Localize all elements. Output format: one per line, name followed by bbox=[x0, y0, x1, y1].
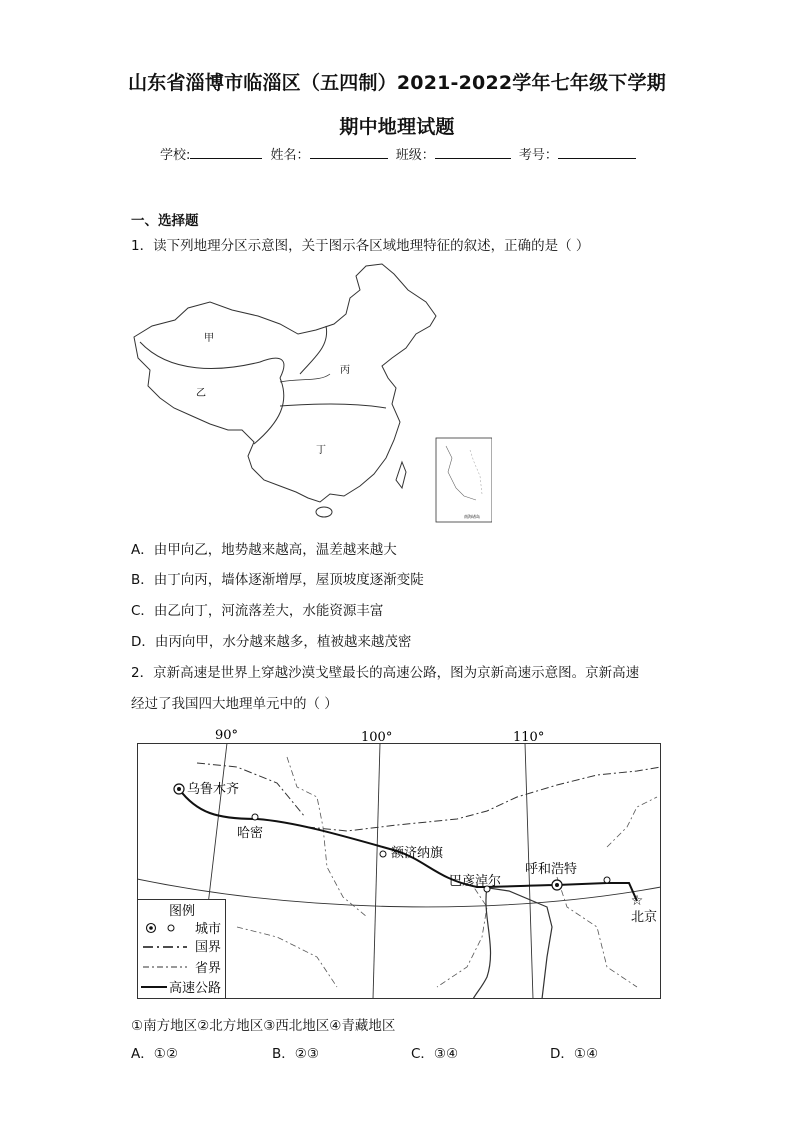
city-label-beijing: 北京 bbox=[631, 910, 658, 925]
q2-stem-line2: 经过了我国四大地理单元中的（ ） bbox=[131, 696, 338, 712]
section-heading: 一、选择题 bbox=[131, 213, 199, 229]
legend-province-border-label: 省界 bbox=[195, 961, 222, 976]
q2-regions: ①南方地区②北方地区③西北地区④青藏地区 bbox=[131, 1018, 396, 1034]
q2-choice-b: B．②③ bbox=[272, 1046, 319, 1062]
city-label-bayannur: 巴彦淖尔 bbox=[449, 874, 502, 889]
city-hami-marker bbox=[252, 814, 258, 820]
q2-choice-d: D．①④ bbox=[550, 1046, 599, 1062]
page-title-line2: 期中地理试题 bbox=[339, 116, 455, 138]
china-outline bbox=[134, 264, 436, 502]
number-field[interactable] bbox=[558, 146, 636, 159]
legend-city-label: 城市 bbox=[195, 922, 222, 937]
city-hohhot-dot bbox=[555, 883, 559, 887]
lon-label-100: 100° bbox=[361, 730, 393, 745]
q1-option-d: D．由丙向甲，水分越来越多，植被越来越茂密 bbox=[131, 634, 412, 650]
lon-label-90: 90° bbox=[215, 728, 239, 743]
lon-label-110: 110° bbox=[513, 730, 545, 745]
boundary-jia-yi bbox=[140, 342, 284, 378]
school-field[interactable] bbox=[190, 146, 262, 159]
legend-town-icon bbox=[168, 925, 174, 931]
class-label: 班级： bbox=[395, 148, 435, 163]
boundary-bing-west bbox=[300, 326, 327, 374]
legend-national-border-label: 国界 bbox=[195, 940, 222, 955]
class-field[interactable] bbox=[435, 146, 511, 159]
q1-option-c: C．由乙向丁，河流落差大，水能资源丰富 bbox=[131, 603, 384, 619]
legend-city-dot bbox=[149, 926, 153, 930]
q2-stem-line1: 2．京新高速是世界上穿越沙漠戈壁最长的高速公路，图为京新高速示意图。京新高速 bbox=[131, 665, 640, 681]
name-label: 姓名： bbox=[270, 148, 310, 163]
q1-stem: 1．读下列地理分区示意图，关于图示各区域地理特征的叙述，正确的是（ ） bbox=[131, 238, 590, 254]
q2-choice-a: A．①② bbox=[131, 1046, 178, 1062]
inset-label: 南海诸岛 bbox=[464, 514, 480, 519]
city-mid-marker bbox=[604, 877, 610, 883]
expressway-map bbox=[137, 727, 661, 999]
china-region-map bbox=[130, 262, 492, 524]
school-label: 学校: bbox=[160, 148, 191, 163]
q1-option-b: B．由丁向丙，墙体逐渐增厚，屋顶坡度逐渐变陡 bbox=[131, 572, 424, 588]
taiwan-island bbox=[396, 462, 406, 488]
number-label: 考号： bbox=[518, 148, 558, 163]
city-label-hohhot: 呼和浩特 bbox=[525, 862, 578, 877]
q1-option-a: A．由甲向乙，地势越来越高，温差越来越大 bbox=[131, 542, 397, 558]
beijing-star-icon: ☆ bbox=[630, 893, 644, 909]
region-label-yi: 乙 bbox=[196, 388, 206, 399]
legend-expressway-label: 高速公路 bbox=[169, 981, 222, 996]
boundary-yi-ding bbox=[254, 378, 284, 444]
boundary-qinling bbox=[280, 404, 386, 408]
city-ejina-marker bbox=[380, 851, 386, 857]
region-label-ding: 丁 bbox=[316, 445, 326, 456]
region-label-jia: 甲 bbox=[204, 333, 214, 344]
hainan-island bbox=[316, 507, 332, 517]
student-info-row bbox=[160, 144, 640, 163]
city-label-urumqi: 乌鲁木齐 bbox=[187, 782, 240, 797]
legend-title: 图例 bbox=[169, 904, 196, 919]
city-label-ejina: 额济纳旗 bbox=[391, 846, 444, 861]
city-label-hami: 哈密 bbox=[237, 826, 264, 841]
region-label-bing: 丙 bbox=[340, 365, 350, 376]
page-title-line1: 山东省淄博市临淄区（五四制）2021-2022学年七年级下学期 bbox=[128, 72, 666, 94]
name-field[interactable] bbox=[310, 146, 388, 159]
inner-line bbox=[280, 374, 330, 382]
south-sea-inset bbox=[436, 438, 492, 522]
city-urumqi-dot bbox=[177, 787, 181, 791]
q2-choice-c: C．③④ bbox=[411, 1046, 459, 1062]
